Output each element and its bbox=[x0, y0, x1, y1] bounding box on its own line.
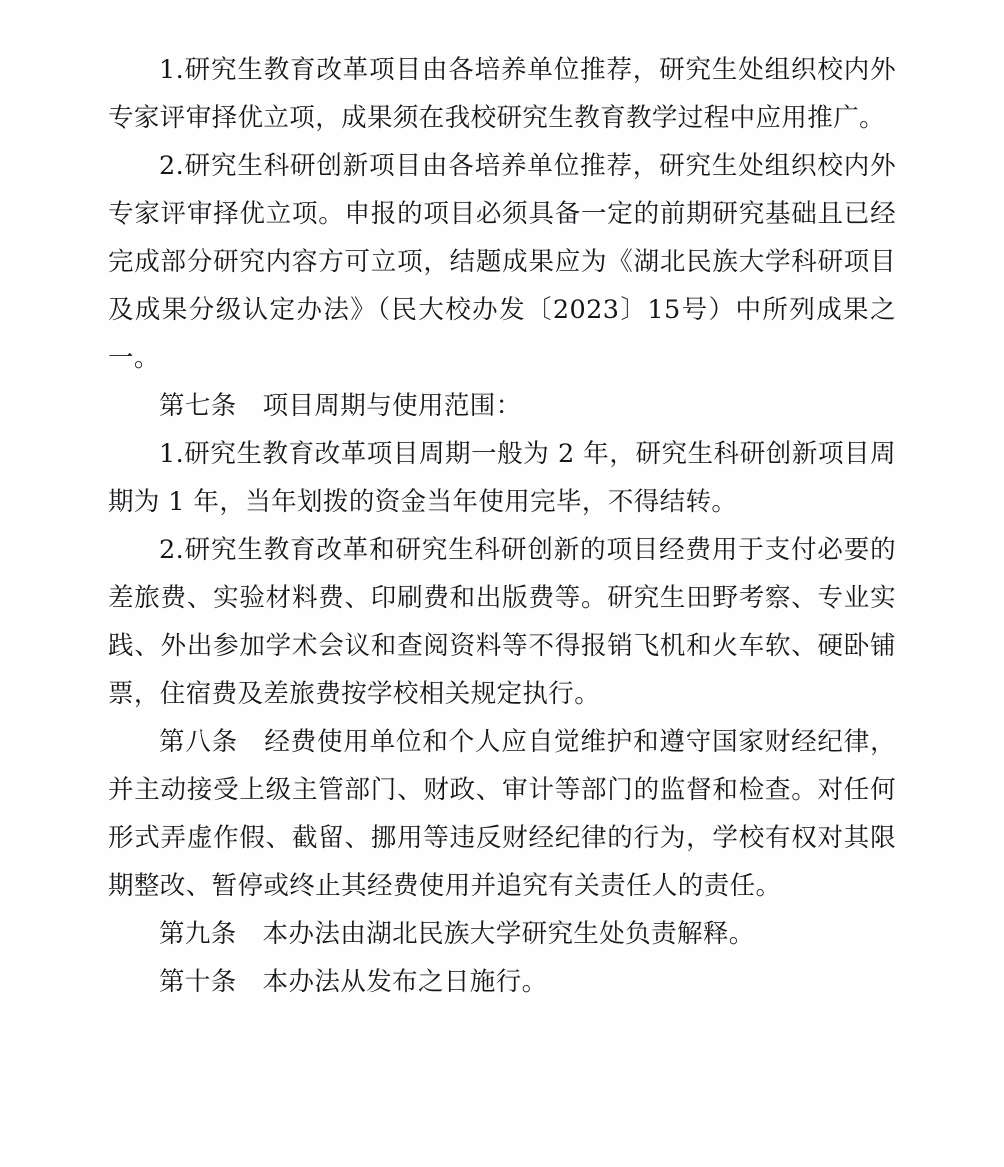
article-eight-paragraph: 第八条 经费使用单位和个人应自觉维护和遵守国家财经纪律，并主动接受上级主管部门、财政、审计等部门的监督和检查。对任何形式弄虚作假、截留、挪用等违反财经纪律的行为，学校有权对其限期整改、暂停或终止其经费使用并追究有关责任人的责任。 bbox=[108, 727, 896, 901]
article-seven-heading: 第七条 项目周期与使用范围： bbox=[159, 391, 522, 421]
paragraph-3: 1.研究生教育改革项目周期一般为 2 年，研究生科研创新项目周期为 1 年，当年划拨的资金当年使用完毕，不得结转。 bbox=[108, 439, 896, 517]
document-body bbox=[108, 46, 896, 1006]
paragraph-1: 1.研究生教育改革项目由各培养单位推荐，研究生处组织校内外专家评审择优立项，成果须在我校研究生教育教学过程中应用推广。 bbox=[108, 55, 896, 133]
paragraph-2: 2.研究生科研创新项目由各培养单位推荐，研究生处组织校内外专家评审择优立项。申报的项目必须具备一定的前期研究基础且已经完成部分研究内容方可立项，结题成果应为《湖北民族大学科研项目及成果分级认定办法》（民大校办发〔2023〕15号）中所列成果之一。 bbox=[108, 151, 896, 373]
paragraph-4: 2.研究生教育改革和研究生科研创新的项目经费用于支付必要的差旅费、实验材料费、印刷费和出版费等。研究生田野考察、专业实践、外出参加学术会议和查阅资料等不得报销飞机和火车软、硬卧铺票，住宿费及差旅费按学校相关规定执行。 bbox=[108, 535, 896, 709]
article-ten-paragraph: 第十条 本办法从发布之日施行。 bbox=[159, 967, 548, 997]
article-nine-paragraph: 第九条 本办法由湖北民族大学研究生处负责解释。 bbox=[159, 919, 755, 949]
